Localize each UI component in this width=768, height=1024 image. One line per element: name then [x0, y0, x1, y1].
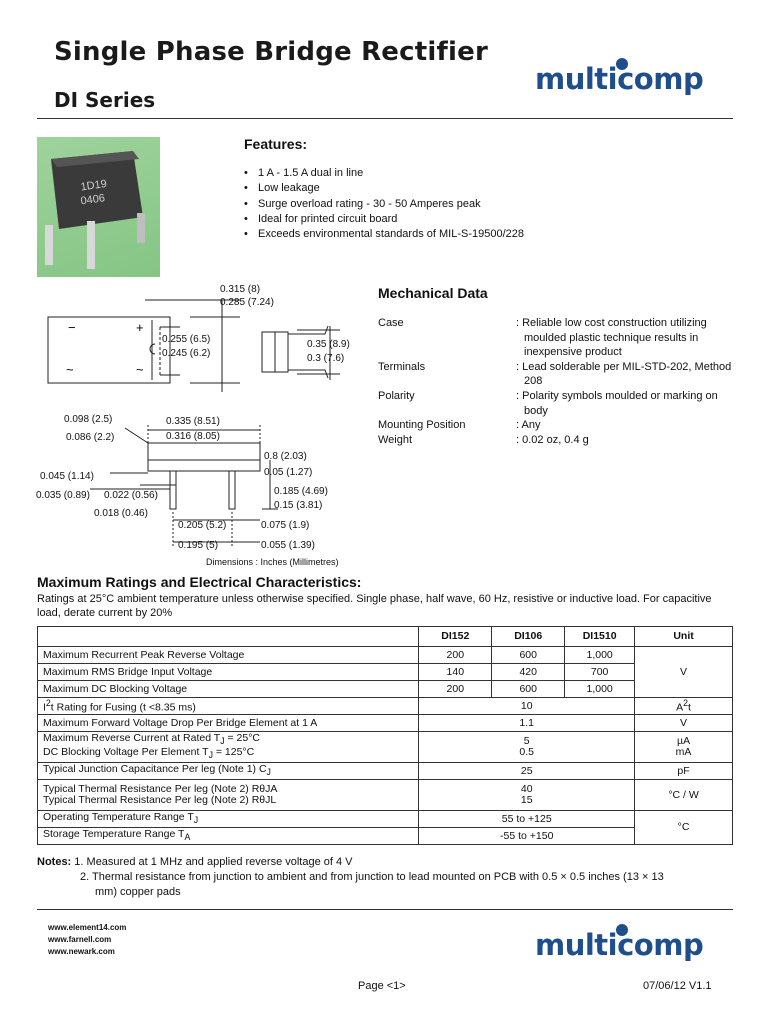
param-cell: [38, 780, 419, 811]
feature-item: • 1 A - 1.5 A dual in line: [244, 166, 524, 181]
unit-text: A: [676, 701, 684, 714]
mech-value: : Reliable low cost construction utilizing moulded plastic technique results in inexpensive product: [516, 317, 707, 359]
mech-value: : Polarity symbols moulded or marking on body: [516, 389, 718, 417]
param-cell: Maximum Recurrent Peak Reverse Voltage: [38, 647, 419, 664]
header-rule: [37, 118, 733, 119]
unit-cell: pF: [635, 763, 733, 780]
param-cell: Maximum DC Blocking Voltage: [38, 681, 419, 698]
mechanical-drawing: [30, 280, 370, 560]
dim-label: 0.018 (0.46): [94, 508, 148, 519]
dim-label: 0.245 (6.2): [162, 348, 211, 359]
param-text: = 25°C: [224, 731, 261, 744]
value-cell: 10: [419, 698, 635, 715]
param-cell: Maximum RMS Bridge Input Voltage: [38, 664, 419, 681]
unit-text: t: [688, 701, 691, 714]
value-cell: 1,000: [565, 647, 635, 664]
dim-label: 0.8 (2.03): [264, 451, 307, 462]
value-cell: 600: [492, 647, 565, 664]
param-line: Typical Thermal Resistance Per leg (Note 2) RθJA: [43, 783, 278, 795]
unit-cell: °C: [635, 811, 733, 845]
mech-row: [378, 316, 736, 360]
dim-label: 0.316 (8.05): [166, 431, 220, 442]
header-cell-blank: [38, 627, 419, 647]
param-text: DC Blocking Voltage Per Element T: [43, 746, 209, 758]
table-row: [38, 763, 733, 780]
table-row: [38, 664, 733, 681]
mech-label: Weight: [378, 433, 413, 446]
dim-label: 0.35 (8.9): [307, 339, 350, 350]
notes: [37, 855, 664, 900]
note-1: 1. Measured at 1 MHz and applied reverse voltage of 4 V: [74, 856, 353, 868]
unit-line: mA: [675, 746, 692, 758]
param-line: [43, 733, 413, 747]
param-sub: J: [220, 736, 225, 746]
ratings-intro: Ratings at 25°C ambient temperature unless otherwise specified. Single phase, half wave, 60 Hz, resistive or inductive load. For capacitive load, derate current by 20%: [37, 593, 712, 619]
param-sup: 2: [45, 698, 51, 709]
table-header-row: [38, 627, 733, 647]
product-photo: [37, 137, 160, 277]
param-text: I: [43, 701, 46, 714]
value-line: 0.5: [519, 746, 535, 758]
unit-cell: V: [635, 647, 733, 698]
footer-link[interactable]: www.newark.com: [48, 947, 115, 956]
feature-item: • Exceeds environmental standards of MIL-S-19500/228: [244, 227, 524, 242]
dim-label: 0.315 (8): [220, 284, 261, 295]
unit-cell: °C / W: [635, 780, 733, 811]
param-line: Typical Thermal Resistance Per leg (Note 2) RθJL: [43, 794, 277, 806]
dim-label: 0.075 (1.9): [261, 520, 310, 531]
param-cell: [38, 811, 419, 828]
brand-logo-text: multicomp: [535, 62, 704, 96]
minus-symbol: −: [68, 320, 76, 335]
dim-label: 0.3 (7.6): [307, 353, 345, 364]
table-row: [38, 715, 733, 732]
dim-label: 0.185 (4.69): [274, 486, 328, 497]
dim-label: 0.195 (5): [178, 540, 219, 551]
value-line: 40: [520, 783, 533, 795]
mechanical-heading: Mechanical Data: [378, 285, 488, 301]
table-row: [38, 732, 733, 763]
dim-label: 0.205 (5.2): [178, 520, 227, 531]
table-row: [38, 780, 733, 811]
value-cell: [419, 732, 635, 763]
column-header: Unit: [635, 627, 733, 647]
unit-sup: 2: [683, 698, 689, 709]
footer-rule: [37, 909, 733, 910]
feature-item: • Low leakage: [244, 181, 524, 196]
feature-item: • Ideal for printed circuit board: [244, 212, 524, 227]
mech-row: [378, 418, 736, 433]
mech-row: [378, 360, 736, 389]
table-row: [38, 647, 733, 664]
series-subtitle: DI Series: [54, 88, 156, 112]
dim-label: 0.055 (1.39): [261, 540, 315, 551]
dim-label: 0.022 (0.56): [104, 490, 158, 501]
param-sub: J: [193, 815, 199, 826]
param-text: = 125°C: [212, 746, 255, 758]
photo-marking-1: 1D19: [79, 177, 108, 194]
notes-label: Notes:: [37, 856, 72, 868]
mech-row: [378, 433, 736, 448]
dim-label: 0.045 (1.14): [40, 471, 94, 482]
mech-label: Terminals: [378, 360, 426, 373]
brand-logo-top: [535, 58, 720, 98]
ratings-heading: Maximum Ratings and Electrical Characteristics:: [37, 574, 362, 590]
mech-value: : 0.02 oz, 0.4 g: [516, 433, 589, 446]
param-cell: [38, 763, 419, 780]
value-cell: -55 to +150: [419, 828, 635, 845]
table-row: [38, 828, 733, 845]
ratings-table: [37, 626, 733, 845]
column-header: DI106: [492, 627, 565, 647]
photo-marking-2: 0406: [79, 192, 106, 208]
param-text: t Rating for Fusing (t <8.35 ms): [50, 701, 196, 714]
unit-cell: [635, 698, 733, 715]
value-cell: 420: [492, 664, 565, 681]
features-heading: Features:: [244, 136, 308, 152]
value-cell: 25: [419, 763, 635, 780]
value-cell: 600: [492, 681, 565, 698]
footer-link[interactable]: www.farnell.com: [48, 935, 112, 944]
footer-links: [48, 922, 126, 958]
param-sub: A: [184, 832, 191, 843]
note-line: [37, 855, 664, 870]
note-line: mm) copper pads: [95, 886, 181, 898]
brand-logo-bottom: [535, 924, 720, 964]
unit-line: µA: [677, 735, 691, 747]
revision-date: 07/06/12 V1.1: [643, 980, 712, 992]
value-cell: [419, 780, 635, 811]
footer-link[interactable]: www.element14.com: [48, 923, 127, 932]
dim-label: 0.035 (0.89): [36, 490, 90, 501]
dim-label: 0.285 (7.24): [220, 297, 274, 308]
note-line: 2. Thermal resistance from junction to ambient and from junction to lead mounted on PCB with 0.5 × 0.5 inches (13 × 13: [80, 871, 664, 883]
param-cell: [38, 828, 419, 845]
param-cell: [38, 732, 419, 763]
page-number: Page <1>: [358, 980, 406, 992]
param-sub: J: [266, 767, 271, 778]
param-line: [43, 747, 413, 761]
value-cell: 1,000: [565, 681, 635, 698]
value-cell: 200: [419, 681, 492, 698]
mechanical-data: [378, 316, 736, 447]
dim-label: 0.335 (8.51): [166, 416, 220, 427]
ac-symbol-right: ~: [136, 362, 144, 377]
brand-logo-text: multicomp: [535, 928, 704, 962]
value-cell: 200: [419, 647, 492, 664]
param-sub: J: [208, 750, 213, 761]
value-cell: 1.1: [419, 715, 635, 732]
feature-item: • Surge overload rating - 30 - 50 Amperes peak: [244, 197, 524, 212]
plus-symbol: +: [136, 320, 144, 335]
value-cell: 700: [565, 664, 635, 681]
table-row: [38, 681, 733, 698]
mech-label: Mounting Position: [378, 419, 466, 432]
param-cell: [38, 698, 419, 715]
mech-label: Polarity: [378, 389, 415, 402]
value-line: 5: [523, 735, 530, 747]
param-text: Maximum Reverse Current at Rated T: [43, 731, 221, 744]
mech-value: : Lead solderable per MIL-STD-202, Method 208: [516, 360, 732, 388]
dimensions-note: Dimensions : Inches (Millimetres): [206, 557, 339, 567]
unit-cell: [635, 732, 733, 763]
unit-cell: V: [635, 715, 733, 732]
mech-label: Case: [378, 317, 404, 329]
value-cell: 140: [419, 664, 492, 681]
value-cell: 55 to +125: [419, 811, 635, 828]
column-header: DI1510: [565, 627, 635, 647]
features-list: [244, 166, 524, 242]
param-text: Operating Temperature Range T: [43, 810, 194, 823]
rectifier-photo-graphic: [37, 137, 160, 277]
dim-label: 0.15 (3.81): [274, 500, 323, 511]
mech-row: [378, 389, 736, 418]
mech-value: : Any: [516, 419, 541, 432]
table-row: [38, 811, 733, 828]
document-title: Single Phase Bridge Rectifier: [54, 37, 488, 67]
table-row: [38, 698, 733, 715]
column-header: DI152: [419, 627, 492, 647]
value-line: 15: [520, 794, 533, 806]
dim-label: 0.086 (2.2): [66, 432, 115, 443]
dim-label: 0.05 (1.27): [264, 467, 313, 478]
param-cell: Maximum Forward Voltage Drop Per Bridge Element at 1 A: [38, 715, 419, 732]
param-text: Storage Temperature Range T: [43, 827, 185, 840]
dim-label: 0.098 (2.5): [64, 414, 113, 425]
dim-label: 0.255 (6.5): [162, 334, 211, 345]
param-text: Typical Junction Capacitance Per leg (Note 1) C: [43, 762, 267, 775]
ac-symbol-left: ~: [66, 362, 74, 377]
